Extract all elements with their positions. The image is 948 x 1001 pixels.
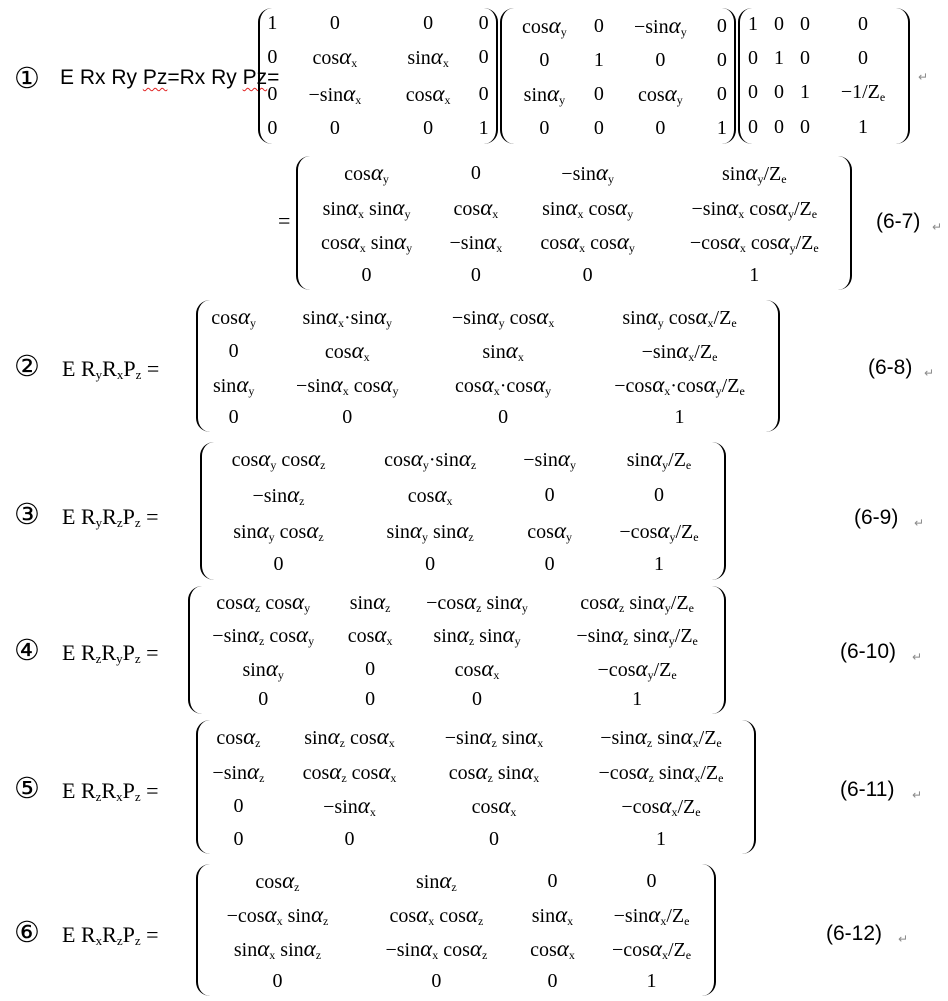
matrix-cell: −cosα$_x$ $\cos\alpha_y/Z_e$ xyxy=(689,229,819,256)
matrix-row xyxy=(740,8,908,42)
matrix-row xyxy=(740,110,908,144)
matrix-cell: cosα$_z$ sinα$_x$ xyxy=(448,758,540,785)
matrix-row xyxy=(298,156,850,191)
matrix-cell: 0 xyxy=(272,969,283,992)
matrix-cell: sinα$_z$ sinα$_y$ xyxy=(433,622,521,649)
paragraph-mark: ↵ xyxy=(898,932,909,946)
matrix-cell: 1 xyxy=(674,405,685,428)
matrix-cell: 0 xyxy=(478,82,489,105)
matrix-row xyxy=(202,478,724,514)
matrix-cell: 0 xyxy=(748,81,758,104)
matrix-cell: 1 xyxy=(858,115,869,138)
matrix-cell: cosα$_y$·sinα$_z$ xyxy=(384,446,477,473)
matrix-cell: cosα$_x$ xyxy=(530,936,575,963)
matrix-cell: cosα$_x$ sinα$_y$ xyxy=(320,229,413,256)
matrix-cell: −sinα$_z$ xyxy=(212,758,265,785)
matrix-cell: 0 xyxy=(329,116,340,139)
matrix-row xyxy=(202,549,724,580)
equation-lhs: E $R_zR_xP_z$ = xyxy=(62,778,159,804)
matrix-cell: $\sin\alpha_y/Z_e$ xyxy=(626,446,692,473)
matrix-row xyxy=(198,864,714,898)
equation-lhs: E $R_xR_zP_z$ = xyxy=(62,922,159,948)
matrix-cell: 0 xyxy=(655,116,666,139)
matrix-cell: 0 xyxy=(233,795,244,818)
matrix-cell: 0 xyxy=(655,48,666,71)
matrix-cell: −sinα$_z$ $\sin\alpha_y/Z_e$ xyxy=(576,622,698,649)
matrix-cell: $-1/Z_e$ xyxy=(840,80,886,104)
matrix-cell: 0 xyxy=(267,46,278,69)
matrix-cell: −sinα$_z$ xyxy=(252,482,305,509)
matrix-cell: 1 xyxy=(646,969,657,992)
matrix-row xyxy=(202,514,724,550)
matrix-cell: sinα$_x$ xyxy=(482,337,524,364)
matrix-cell: cosα$_y$ xyxy=(211,303,257,330)
matrix-cell: 1 xyxy=(774,46,785,69)
matrix-cell: 0 xyxy=(258,688,269,711)
matrix-cell: sinα$_x$ sinα$_z$ xyxy=(233,936,322,963)
matrix-cell: cosα$_x$ cosα$_z$ xyxy=(389,901,484,928)
matrix-table xyxy=(198,864,714,996)
matrix-row xyxy=(298,226,850,261)
matrix-cell: 0 xyxy=(365,688,376,711)
matrix-cell: 0 xyxy=(858,46,869,69)
equation-number: (6-11) xyxy=(840,778,895,801)
matrix-cell: 0 xyxy=(329,12,340,35)
matrix-cell: 1 xyxy=(748,13,758,36)
matrix-cell: −sinα$_x$ cosα$_z$ xyxy=(385,936,488,963)
matrix-cell: 1 xyxy=(632,688,643,711)
matrix-cell: 1 xyxy=(749,263,760,286)
matrix-cell: −sinα$_x$ xyxy=(308,80,362,107)
matrix-row xyxy=(502,8,734,45)
matrix-cell: −sinα$_x$ xyxy=(323,793,376,820)
paragraph-mark: ↵ xyxy=(924,366,935,380)
matrix-row xyxy=(190,619,724,652)
matrix-cell: 0 xyxy=(646,869,657,892)
paragraph-mark: ↵ xyxy=(914,516,925,530)
matrix-cell: cosα$_y$ xyxy=(637,80,683,107)
matrix-table xyxy=(740,8,908,144)
equation-marker: ⑤ xyxy=(14,771,40,805)
matrix-cell: sinα$_x$ sinα$_y$ xyxy=(322,194,411,221)
matrix-row xyxy=(260,8,496,39)
equation-marker: ⑥ xyxy=(14,915,40,949)
matrix-row xyxy=(198,824,754,854)
matrix-cell: 0 xyxy=(431,969,442,992)
matrix-cell: 1 xyxy=(716,116,727,139)
matrix-row xyxy=(190,686,724,714)
matrix-row xyxy=(740,75,908,110)
matrix-cell: cosα$_x$ xyxy=(471,793,517,820)
matrix-cell: cosα$_z$ xyxy=(255,867,300,894)
matrix-cell: 0 xyxy=(470,263,481,286)
matrix-cell: sinα$_z$ xyxy=(416,867,457,894)
matrix-cell: 0 xyxy=(800,13,811,36)
matrix-table xyxy=(202,442,724,580)
matrix-row xyxy=(198,790,754,825)
equation-lhs: E Rx Ry Pz=Rx Ry Pz= xyxy=(60,66,280,89)
matrix-ry xyxy=(500,8,736,144)
matrix-row xyxy=(198,967,714,996)
matrix-cell: 0 xyxy=(774,13,785,36)
matrix-cell: −sinα$_y$ xyxy=(561,159,614,186)
matrix-row xyxy=(502,45,734,76)
matrix xyxy=(196,864,716,996)
matrix-cell: −cosα$_z$ $\sin\alpha_x/Z_e$ xyxy=(598,758,724,785)
equation-lhs: E $R_yR_xP_z$ = xyxy=(62,356,160,382)
matrix-cell: 0 xyxy=(800,46,811,69)
matrix-row xyxy=(198,933,714,967)
matrix-cell: sinα$_z$ cosα$_x$ xyxy=(304,723,395,750)
matrix-table xyxy=(198,720,754,854)
matrix-cell: $\sin\alpha_y/Z_e$ xyxy=(722,159,787,186)
matrix-cell: sinα$_y$ $\cos\alpha_x/Z_e$ xyxy=(622,303,737,330)
matrix-table xyxy=(298,156,850,290)
equation-marker: ④ xyxy=(14,633,40,667)
matrix-cell: cosα$_y$ xyxy=(344,159,389,186)
paragraph-mark: ↵ xyxy=(912,650,923,664)
matrix-cell: −sinα$_y$ xyxy=(633,12,687,39)
matrix-table xyxy=(260,8,496,144)
matrix-cell: 0 xyxy=(716,48,727,71)
matrix-cell: 0 xyxy=(267,116,278,139)
matrix-cell: cosα$_z$ $\sin\alpha_y/Z_e$ xyxy=(580,589,694,616)
matrix-row xyxy=(260,76,496,113)
matrix-cell: cosα$_x$ xyxy=(454,655,500,682)
matrix-row xyxy=(502,76,734,113)
matrix-cell: cosα$_z$ cosα$_y$ xyxy=(216,589,311,616)
matrix-row xyxy=(198,369,778,403)
matrix-cell: 0 xyxy=(547,869,558,892)
matrix-cell: 1 xyxy=(653,553,664,576)
matrix-cell: 0 xyxy=(344,827,355,850)
matrix-cell: 0 xyxy=(800,115,811,138)
matrix-row xyxy=(260,39,496,76)
matrix-cell: sinα$_x$·sinα$_y$ xyxy=(302,303,393,330)
matrix-cell: cosα$_x$ cosα$_y$ xyxy=(540,229,635,256)
matrix-cell: $-\sin\alpha_x/Z_e$ xyxy=(641,337,718,364)
matrix-row xyxy=(260,113,496,144)
matrix-cell: 0 xyxy=(539,116,550,139)
matrix-cell: cosα$_x$ xyxy=(324,337,370,364)
paragraph-mark: ↵ xyxy=(932,220,943,234)
equation-lhs: E $R_zR_yP_z$ = xyxy=(62,640,159,666)
matrix-cell: 0 xyxy=(342,405,353,428)
matrix-cell: 0 xyxy=(470,161,481,184)
matrix-cell: $-\cos\alpha_x/Z_e$ xyxy=(611,936,692,963)
matrix-cell: sinα$_x$ xyxy=(407,44,449,71)
equation-number: (6-10) xyxy=(840,640,897,663)
matrix-cell: cosα$_y$ cosα$_z$ xyxy=(231,446,326,473)
matrix-cell: 0 xyxy=(489,827,500,850)
matrix-cell: 1 xyxy=(655,827,666,850)
matrix-cell: cosα$_x$ xyxy=(347,622,393,649)
matrix-cell: 0 xyxy=(547,969,558,992)
matrix-cell: cosα$_x$ xyxy=(312,44,358,71)
matrix xyxy=(196,300,780,432)
matrix-cell: 0 xyxy=(365,657,376,680)
matrix-cell: $-\cos\alpha_x\cdot\cos\alpha_y/Z_e$ xyxy=(614,372,745,399)
equation-marker: ③ xyxy=(14,497,40,531)
matrix-table xyxy=(502,8,734,144)
matrix-table xyxy=(198,300,778,432)
matrix-cell: cosα$_x$ xyxy=(405,80,451,107)
matrix-cell: 1 xyxy=(593,48,604,71)
matrix-cell: 0 xyxy=(228,405,239,428)
matrix-cell: −sinα$_x$ xyxy=(449,229,503,256)
matrix-cell: sinα$_y$ xyxy=(212,372,255,399)
matrix-row xyxy=(202,442,724,478)
matrix-cell: cosα$_x$ xyxy=(453,194,499,221)
matrix-cell: 0 xyxy=(478,46,489,69)
matrix-cell: 0 xyxy=(593,82,604,105)
matrix-cell: −cosα$_z$ sinα$_y$ xyxy=(426,589,528,616)
matrix-row xyxy=(190,652,724,685)
matrix-row xyxy=(198,300,778,334)
matrix-cell: 0 xyxy=(544,553,555,576)
matrix-cell: 0 xyxy=(472,688,483,711)
paragraph-mark: ↵ xyxy=(912,788,923,802)
matrix-row xyxy=(502,113,734,144)
matrix-cell: 0 xyxy=(593,14,604,37)
matrix-cell: cosα$_x$ xyxy=(407,482,453,509)
matrix-table xyxy=(190,586,724,714)
matrix-row xyxy=(198,755,754,790)
matrix-cell: 0 xyxy=(498,405,509,428)
matrix-cell: cosα$_z$ xyxy=(216,723,261,750)
result-matrix xyxy=(296,156,852,290)
matrix-cell: 0 xyxy=(748,115,758,138)
matrix-cell: cosα$_x$·cosα$_y$ xyxy=(455,372,552,399)
matrix-cell: cosα$_y$ xyxy=(527,518,573,545)
matrix-cell: 0 xyxy=(423,12,434,35)
matrix-cell: sinα$_y$ sinα$_z$ xyxy=(386,518,474,545)
matrix-cell: 0 xyxy=(425,553,436,576)
matrix-cell: −sinα$_z$ sinα$_x$ xyxy=(444,723,544,750)
matrix-cell: sinα$_y$ cosα$_z$ xyxy=(233,518,324,545)
equation-number: (6-7) xyxy=(876,210,921,233)
matrix-rx xyxy=(258,8,498,144)
matrix-cell: 1 xyxy=(267,12,278,35)
equation-marker: ① xyxy=(14,61,40,95)
matrix-cell: sinα$_x$ xyxy=(531,901,574,928)
matrix-cell: cosα$_y$ xyxy=(521,12,567,39)
matrix-row xyxy=(198,334,778,368)
matrix-cell: −cosα$_x$ sinα$_z$ xyxy=(226,901,329,928)
matrix-row xyxy=(198,898,714,932)
matrix-cell: 0 xyxy=(544,484,555,507)
equation-marker: ② xyxy=(14,349,40,383)
matrix-cell: −sinα$_x$ $\cos\alpha_y/Z_e$ xyxy=(691,194,818,221)
matrix-row xyxy=(298,260,850,290)
matrix-cell: 0 xyxy=(228,339,239,362)
matrix-row xyxy=(190,586,724,619)
paragraph-mark: ↵ xyxy=(918,70,929,84)
matrix-row xyxy=(298,191,850,226)
matrix xyxy=(196,720,756,854)
matrix-pz xyxy=(738,8,910,144)
matrix-cell: 0 xyxy=(593,116,604,139)
matrix-cell: sinα$_x$ cosα$_y$ xyxy=(542,194,634,221)
matrix-row xyxy=(198,720,754,755)
matrix-row xyxy=(198,403,778,432)
matrix-cell: 0 xyxy=(582,263,593,286)
matrix-cell: −sinα$_z$ $\sin\alpha_x/Z_e$ xyxy=(600,723,722,750)
matrix-cell: 0 xyxy=(267,82,278,105)
matrix-cell: 0 xyxy=(273,553,284,576)
matrix-cell: 0 xyxy=(233,827,244,850)
matrix-cell: −sinα$_y$ xyxy=(523,446,576,473)
equation-number: (6-8) xyxy=(868,356,913,379)
equals-sign: = xyxy=(278,208,291,233)
matrix-cell: 1 xyxy=(478,116,489,139)
matrix-cell: sinα$_y$ xyxy=(242,655,284,682)
matrix-cell: 0 xyxy=(653,484,664,507)
matrix-cell: −sinα$_z$ cosα$_y$ xyxy=(212,622,315,649)
matrix xyxy=(200,442,726,580)
matrix-cell: cosα$_z$ cosα$_x$ xyxy=(302,758,397,785)
matrix-cell: 0 xyxy=(774,81,785,104)
matrix-cell: 0 xyxy=(361,263,372,286)
matrix-cell: 0 xyxy=(539,48,550,71)
matrix-cell: sinα$_y$ xyxy=(523,80,566,107)
matrix-cell: $-\cos\alpha_y/Z_e$ xyxy=(619,518,699,545)
equation-lhs: E $R_yR_zP_z$ = xyxy=(62,504,159,530)
matrix-cell: 0 xyxy=(423,116,434,139)
matrix-cell: −sinα$_x$ cosα$_y$ xyxy=(296,372,399,399)
matrix-cell: 0 xyxy=(858,13,869,36)
matrix-cell: 0 xyxy=(748,46,758,69)
matrix-cell: $-\cos\alpha_y/Z_e$ xyxy=(597,655,677,682)
matrix-cell: $-\cos\alpha_x/Z_e$ xyxy=(621,793,701,820)
matrix xyxy=(188,586,726,714)
equation-number: (6-12) xyxy=(826,922,883,945)
matrix-cell: 1 xyxy=(800,81,811,104)
matrix-cell: −sinα$_y$ cosα$_x$ xyxy=(451,303,555,330)
matrix-row xyxy=(740,42,908,76)
matrix-cell: 0 xyxy=(774,115,785,138)
matrix-cell: 0 xyxy=(716,14,727,37)
matrix-cell: 0 xyxy=(716,82,727,105)
matrix-cell: 0 xyxy=(478,12,489,35)
equation-number: (6-9) xyxy=(854,506,899,529)
matrix-cell: $-\sin\alpha_x/Z_e$ xyxy=(613,901,690,928)
matrix-cell: sinα$_z$ xyxy=(349,589,391,616)
